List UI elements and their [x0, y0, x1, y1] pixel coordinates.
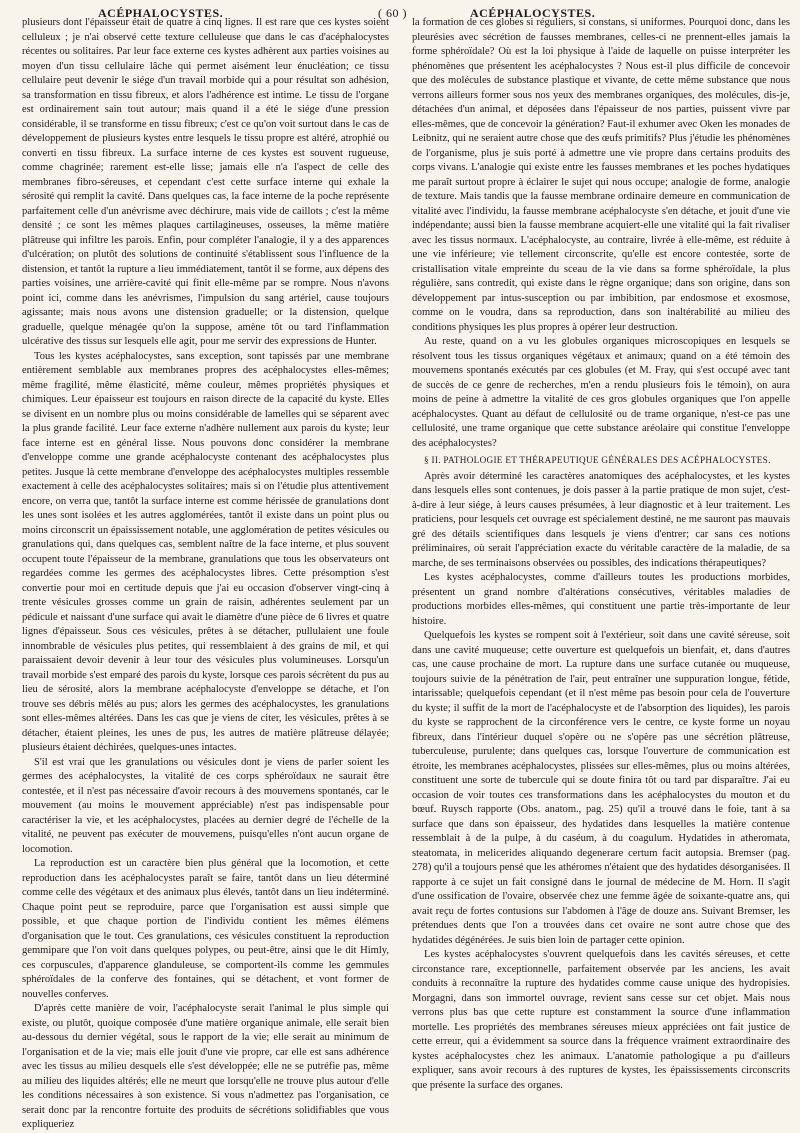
- paragraph: Les kystes acéphalocystes, comme d'ailleurs toutes les productions morbides, présentent un grand nombre d'altérations consécutives, véritables maladies de productions morbides elles-mêmes, qui constituent une partie très-importante de leur histoire.: [412, 572, 790, 627]
- right-column: [412, 16, 790, 1091]
- paragraph: Tous les kystes acéphalocystes, sans exception, sont tapissés par une membrane entièrement semblable aux membranes propres des acéphalocystes elles-mêmes; même fragilité, même élasticité, même couleur, mêmes propriétés physiques et chimiques. Leur épaisseur est toujours en raison directe de la capacité du kyste. Elles se divisent en un nombre plus ou moins considérable de lamelles qui se séparent avec la plus grande facilité. Leur face externe n'adhère nullement aux parois du kyste; leur face interne est en général lisse. Nous pouvons donc considérer la membrane d'enveloppe comme une grande acéphalocyste contenant des acéphalocystes plus petites. Jusque là cette membrane d'enveloppe des acéphalocystes multiples ressemble exactement à celle des acéphalocystes solitaires; mais si on l'étudie plus attentivement encore, on verra que, tantôt la surface interne est comme hérissée de granulations dont les unes sont isolées et les autres agglomérées, tantôt il existe dans un point plus ou moins circonscrit un épaississement notable, une agglomération de petites vésicules ou granulations qui, dans quelques cas, semblent naître de la face interne, et plus souvent occupent toute l'épaisseur de la membrane, granulations que tous les observateurs ont regardées comme les germes des acéphalocystes libres. Cette présomption s'est convertie pour moi en certitude depuis que j'ai eu occasion d'observer vingt-cinq à trente vésicules grosses comme un grain de raisin, adhérentes seulement par un pédicule et naissant d'une surface qui avait le diamètre d'une pièce de 6 livres et quatre lignes d'épaisseur. Sous ces vésicules, prêtes à se détacher, pullulaient une foule innombrable de vésicules plus petites, qui ressemblaient à des grains de mil, et qui paraissaient devoir devenir à leur tour des vésicules plus volumineuses. Lorsqu'un travail morbide s'est emparé des parois du kyste, lorsque ces parois sécrètent du pus au lieu de sérosité, alors la membrane acéphalocyste d'enveloppe se détache, et l'on trouve ses débris mêlés au pus; alors les germes des acéphalocystes, les granulations sont elles-mêmes altérées. Dans les cas que je viens de citer, les vésicules, prêtes à se détacher, étaient pleines, les unes de pus, les autres de matière plâtreuse délayée; plusieurs étaient déchirées, quelques-unes intactes.: [22, 350, 389, 753]
- paragraph: plusieurs dont l'épaisseur était de quatre à cinq lignes. Il est rare que ces kystes soient celluleux ; je n'ai observé cette texture celluleuse que dans le cas d'acéphalocystes récentes ou solitaires. Par leur face externe ces kystes adhèrent aux parties voisines au moyen d'un tissu cellulaire lâche qui permet aisément leur énucléation; ce tissu cellulaire peut devenir le siége d'un travail morbide qui a pour résultat son adhésion, sa transformation en tissu fibreux, et alors l'adhérence est intime. Le tissu de l'organe est ordinairement sain tout autour; mais quand il a été le siége d'une pression considérable, il se transforme en tissu fibreux; c'est ce qu'on voit surtout dans le cas de développement de plusieurs kystes entre lesquels le tissu propre est altéré, atrophié ou converti en tissu fibreux. La surface interne de ces kystes est souvent rugueuse, comme chagrinée; rarement est-elle lisse; jamais elle n'a l'aspect de celle des membranes fibro-séreuses, et cependant c'est cette surface interne qui exhale la sérosité qui remplit la cavité. Dans quelques cas, la face interne de la poche représente parfaitement celle d'un anévrisme avec déchirure, mais vide de caillots ; c'est la même densité ; ce sont les mêmes plaques cartilagineuses, osseuses, la même matière plâtreuse qui infiltre les parois. Enfin, pour compléter l'analogie, il y a des apparences d'ulcération; on plutôt des solutions de continuité s'établissent sous l'influence de la distension, et tantôt la rupture a lieu immédiatement, tantôt il se forme, aux dépens des parties voisines, une arrière-cavité qui finit elle-même par se rompre. Nous n'avons point ici, comme dans les anévrismes, l'impulsion du sang artériel, cause toujours agissante; mais nous avons une distension graduelle; or la distension, quelque graduelle, quelque ménagée qu'on la suppose, amène tôt ou tard l'inflammation ulcérative des tissus sur lesquels elle agit, pour me servir des expressions de Hunter.: [22, 17, 389, 347]
- section-heading: § II. PATHOLOGIE ET THÉRAPEUTIQUE GÉNÉRALES DES ACÉPHALOCYSTES.: [424, 455, 771, 465]
- paragraph: D'après cette manière de voir, l'acéphalocyste serait l'animal le plus simple qui existe, ou plutôt, quoique composée d'une matière organique animale, elle serait bien au-dessous du dernier végétal, sous le rapport de la vie; elle serait au minimum de l'organisation et de la vie; mais elle jouit d'une vie propre, car elle est sans adhérence avec les tissus au milieu desquels elle s'est développée; elle ne se putréfie pas, même au milieu des liquides altérés; elle ne meurt que lorsqu'elle ne trouve plus autour d'elle les conditions nécessaires à son existence. Si vous n'admettez pas l'organisation, ce serait donc par la rencontre fortuite des produits de sécrétions solidifiables que vous expliqueriez: [22, 1003, 389, 1130]
- paragraph: Après avoir déterminé les caractères anatomiques des acéphalocystes, et les kystes dans lesquels elles sont contenues, je dois passer à la partie pratique de mon sujet, c'est-à-dire à leur siége, à leurs causes présumées, à leur diagnostic et à leur traitement. Les praticiens, pour lesquels cet ouvrage est spécialement destiné, ne me sauront pas mauvais gré des détails scientifiques dans lesquels je viens d'entrer; car sans ces notions préliminaires, où serait l'appréciation exacte du véritable caractère de la maladie, de sa marche, de ses terminaisons observées ou possibles, des indications thérapeutiques?: [412, 470, 790, 569]
- left-running-head: ACÉPHALOCYSTES.: [98, 6, 224, 20]
- paragraph: La reproduction est un caractère bien plus général que la locomotion, et cette reproduction dans les acéphalocystes paraît se faire, tantôt dans un lieu déterminé comme celle des végétaux et des animaux plus élevés, tantôt dans un lieu indéterminé. Chaque point peut se reproduire, parce que l'organisation est aussi simple que possible, et que chaque portion de l'individu contient les mêmes élémens d'organisation que le tout. Ces granulations, ces vésicules constituent la reproduction gemmipare que l'on voit dans quelques polypes, ou peut-être, ainsi que le dit Himly, ces corpuscules, d'apparence glanduleuse, se comportent-ils comme les gemmules sphéroïdales de la conferve des fontaines, qui se détachent, et vont former de nouvelles conferves.: [22, 858, 389, 1000]
- page-number: ( 60 ): [378, 6, 407, 20]
- paragraph: Au reste, quand on a vu les globules organiques microscopiques en lesquels se résolvent tous les tissus organiques végétaux et animaux; quand on a été témoin des mouvemens spontanés exécutés par ces globules (et M. Fray, qui s'est occupé avec tant de succès de ce genre de recherches, m'en a rendu plusieurs fois le témoin), on aura moins de peine à admettre la vitalité de ces gros globules organiques que l'on appelle acéphalocystes. Quant au défaut de cellulosité ou de trame organique, n'est-ce pas une cellulosité, une trame organique que cette substance aréolaire qui constitue l'enveloppe des acéphalocystes?: [412, 336, 790, 449]
- paragraph: Quelquefois les kystes se rompent soit à l'extérieur, soit dans une cavité séreuse, soit dans une cavité muqueuse; cette ouverture est quelquefois un bienfait, et, dans d'autres cas, une cause prochaine de mort. La rupture dans une surface cutanée ou muqueuse, toujours suivie de la pénétration de l'air, peut entraîner une suppuration longue, fétide, intarissable; quelquefois cependant (et il n'est même pas besoin pour cela de l'ouverture du kyste; il suffit de la mort de l'acéphalocyste et de l'absorption des liquides), les parois du kyste se rapprochent de la circonférence vers le centre, ce kyste forme un noyau fibreux, dans l'intérieur duquel s'opère ou ne s'opère pas une sécrétion plâtreuse, tuberculeuse, purulente; dans quelques cas, lorsque l'ouverture de communication est étroite, les membranes acéphalocystes, plissées sur elles-mêmes, plus ou moins altérées, constituent une sorte de tubercule qui se doute finira tôt ou tard par disparaître. J'ai eu occasion de voir toutes ces transformations dans les acéphalocystes du mouton et du bœuf. Ruysch rapporte (Obs. anatom., pag. 25) qu'il a trouvé dans le foie, tant à sa surface que dans son épaisseur, des hydatides dans lesquelles la matière contenue ressemblait à de la pulpe, à du caséum, à du coagulum. Hydatides in atheromata, steatomata, in melicerides aliquando degenerare certum facit autopsia. Bremser (pag. 278) qu'il a toujours pensé que les athéromes n'étaient que des hydatides désorganisées. Il rapporte à ce sujet un fait consigné dans le journal de médecine de M. Horn. Il s'agit d'une ossification de l'ovaire, observée chez une femme âgée de soixante-quatre ans, qui avait reçu de fortes contusions sur l'abdomen à l'âge de douze ans. Suivant Bremser, les prétendues dents que l'on a trouvées dans cet ovaire ne sont autre chose que des hydatides dégénérées. Je suis bien loin de partager cette opinion.: [412, 630, 790, 946]
- left-column: [22, 16, 389, 1130]
- paragraph: Les kystes acéphalocystes s'ouvrent quelquefois dans les cavités séreuses, et cette circonstance rare, exceptionnelle, parfaitement observée par les anciens, les avait conduits à reconnaître la rupture des hydatides comme cause unique des hydropisies. Morgagni, dans son immortel ouvrage, revient sans cesse sur cet objet. Mais nous verrons plus bas que cette rupture est constamment la source d'une inflammation mortelle. Les propriétés des membranes séreuses mieux appréciées ont fait justice de cette erreur, qui a évidemment sa source dans la fréquence vraiment extraordinaire des kystes acéphalocystes chez les animaux. L'anatomie pathologique a pu d'ailleurs expliquer, sans avoir recours à des ruptures de kystes, les épaississements circonscrits que présente la surface des organes.: [412, 949, 790, 1091]
- paragraph: S'il est vrai que les granulations ou vésicules dont je viens de parler soient les germes des acéphalocystes, la vitalité de ces corps sphéroïdaux ne saurait être contestée, et il n'est pas nécessaire d'avoir recours à des mouvemens spontanés, car le mouvement (au moins le mouvement appréciable) n'est pas indispensable pour caractériser la vie, et les acéphalocystes, placées au dernier degré de l'échelle de la vitalité, ne peuvent pas exécuter de mouvemens, puisqu'elles n'ont aucun organe de locomotion.: [22, 756, 389, 855]
- paragraph: la formation de ces globes si réguliers, si constans, si uniformes. Pourquoi donc, dans les pleurésies avec sécrétion de fausses membranes, celles-ci ne prennent-elles jamais la forme sphéroïdale? Où est la loi physique à l'aide de laquelle on puisse interpréter les phénomènes que présentent les acéphalocystes ? Nous est-il plus difficile de concevoir que des molécules de substance plastique et vivante, de cette même substance que nous verrons ailleurs former sous nos yeux des membranes organiques, des molécules, dis-je, détachées d'un animal, et déposées dans l'épaisseur de nos parties, puissent vivre par elles-mêmes, que de concevoir la génération? Faut-il exhumer avec Oken les monades de Leibnitz, qui ne seraient autre chose que des œufs primitifs? Plus j'étudie les phénomènes de l'organisme, plus je suis porté à admettre une vie propre dans certains produits des corps vivans. L'analogie qui existe entre les fausses membranes et les poches hydatiques me paraît surtout propre à éclairer le sujet qui nous occupe; analogie de forme, analogie de texture. Mais tandis que la fausse membrane ordinaire demeure en communication de vitalité avec l'individu, la fausse membrane acéphalocyste s'en détache, et jouit d'une vie indépendante; aussi bien la fausse membrane acquiert-elle une vitalité qui la fait rivaliser avec les tissus normaux. L'acéphalocyste, au contraire, livrée à elle-même, est réduite à une vie inférieure; vie tellement circonscrite, qu'elle est encore contestée, sorte de cristallisation vitale empreinte du sceau de la vie dans sa forme sphéroïdale, la plus régulière, sans contredit, qui existe dans le règne organique; dans son origine, dans son développement par intus-susception ou par imbibition, par endosmose et exosmose, comme on le voudra, dans sa reproduction, dans son inaltérabilité au milieu des conditions physiques les plus propres à opérer leur destruction.: [412, 17, 790, 333]
- right-running-head: ACÉPHALOCYSTES.: [470, 6, 596, 20]
